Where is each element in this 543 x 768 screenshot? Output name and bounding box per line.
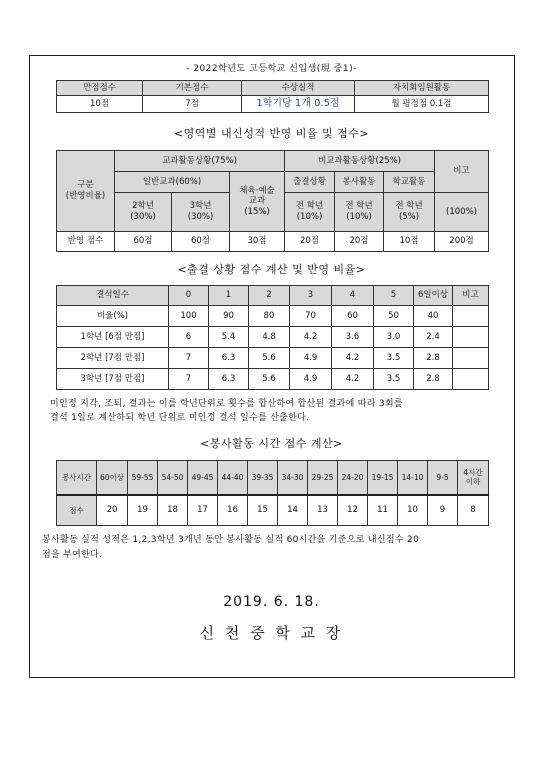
- header-absence-0: 0: [169, 286, 209, 306]
- cell: 7: [169, 348, 209, 369]
- cell: 100: [169, 306, 209, 327]
- hours-range: 59-55: [128, 461, 158, 495]
- hours-range: 9-5: [428, 461, 458, 495]
- header-volunteer-hours: 봉사시간: [57, 461, 97, 495]
- score-cell: 9: [428, 495, 458, 526]
- score-arts: 30점: [230, 232, 285, 252]
- value-awards: 1학기당 1개 0.5점: [242, 96, 355, 113]
- score-grade2: 60점: [115, 232, 172, 252]
- score-attendance: 20점: [285, 232, 335, 252]
- header-grade2: 2학년: [132, 201, 154, 212]
- cell: 3.5: [374, 348, 414, 369]
- score-cell: 15: [248, 495, 278, 526]
- score-school-activity: 10점: [384, 232, 435, 252]
- score-cell: 8: [458, 495, 489, 526]
- cell: [453, 327, 489, 348]
- cell: 5.4: [209, 327, 249, 348]
- cell: 3.5: [374, 369, 414, 390]
- row-label-score: 반영 점수: [57, 232, 115, 252]
- hours-range: 34-30: [278, 461, 308, 495]
- cell: 3.6: [332, 327, 374, 348]
- hours-range: 49-45: [188, 461, 218, 495]
- score-cell: 14: [278, 495, 308, 526]
- score-cell: 13: [308, 495, 338, 526]
- cell: 4.2: [332, 369, 374, 390]
- document-date: 2019. 6. 18.: [223, 594, 320, 610]
- cell: 6: [169, 327, 209, 348]
- scoring-summary-table: [56, 80, 489, 113]
- row-label: 3학년 [7점 만점]: [57, 369, 169, 390]
- header-all-grades-1-ratio: (10%): [296, 212, 323, 222]
- table-row: [57, 348, 489, 369]
- header-grade2-ratio: (30%): [130, 212, 156, 222]
- header-absence-4: 4: [332, 286, 374, 306]
- row-label: 2학년 [7점 만점]: [57, 348, 169, 369]
- score-cell: 11: [368, 495, 398, 526]
- header-attendance: 출결상황: [285, 172, 335, 193]
- volunteer-note-line1: 봉사활동 실적 성적은 1,2,3학년 3개년 동안 봉사활동 실적 60시간을 기준으로 내신점수 20: [42, 535, 420, 545]
- header-arts-ratio: (15%): [244, 206, 270, 217]
- value-max-score: 10점: [57, 96, 143, 113]
- section2-title: <출결 상황 점수 계산 및 반영 비율>: [177, 263, 366, 276]
- cell: [453, 306, 489, 327]
- header-all-grades-2-ratio: (10%): [346, 212, 372, 222]
- cell: 60: [332, 306, 374, 327]
- header-absence-6plus: 6일이상: [414, 286, 453, 306]
- header-volunteer: 봉사활동: [335, 172, 384, 193]
- document-subtitle: - 2022학년도 고등학교 신입생(現 중1)-: [186, 64, 357, 74]
- hours-range: 54-50: [158, 461, 188, 495]
- cell: 3.0: [374, 327, 414, 348]
- header-absence-days: 결석일수: [57, 286, 169, 306]
- cell: 80: [249, 306, 290, 327]
- cell: 50: [374, 306, 414, 327]
- header-curricular: 교과활동상황(75%): [115, 151, 285, 172]
- header-absence-3: 3: [290, 286, 332, 306]
- cell: 5.6: [249, 369, 290, 390]
- hours-range: 14-10: [398, 461, 428, 495]
- header-category: 구분: [77, 180, 94, 191]
- score-total: 200점: [435, 232, 489, 252]
- section1-title: <영역별 내신성적 반영 비율 및 점수>: [173, 127, 370, 140]
- hours-range: 60이상: [97, 461, 128, 495]
- principal-signature: 신 천 중 학 교 장: [199, 624, 344, 642]
- attendance-note-line1: 미인정 지각, 조퇴, 결과는 이를 학년단위로 횟수를 합산하여 합산된 결과에 따라 3회를: [50, 399, 403, 409]
- score-cell: 17: [188, 495, 218, 526]
- score-grade3: 60점: [172, 232, 230, 252]
- hours-range: 29-25: [308, 461, 338, 495]
- header-remark: 비고: [453, 286, 489, 306]
- cell: [453, 369, 489, 390]
- header-all-grades-1: 전 학년: [295, 201, 324, 212]
- hours-range: 44-40: [218, 461, 248, 495]
- table-row: [57, 495, 489, 526]
- cell: 7: [169, 369, 209, 390]
- value-base-score: 7점: [143, 96, 242, 113]
- header-arts: 체육·예술: [239, 185, 275, 196]
- volunteer-table: [56, 460, 489, 526]
- table-row: [57, 327, 489, 348]
- hours-range: 39-35: [248, 461, 278, 495]
- score-cell: 10: [398, 495, 428, 526]
- header-remark: 비고: [435, 151, 489, 193]
- header-grade3: 3학년: [189, 201, 212, 212]
- grade-reflection-table: [56, 150, 489, 252]
- header-category-ratio: (반영비율): [65, 191, 106, 201]
- score-volunteer: 20점: [335, 232, 384, 252]
- header-arts-2: 교과: [248, 196, 266, 207]
- header-base-score: 기본점수: [143, 81, 242, 96]
- cell: 40: [414, 306, 453, 327]
- volunteer-note-line2: 점을 부여한다.: [42, 550, 103, 560]
- cell: 4.2: [290, 327, 332, 348]
- header-absence-1: 1: [209, 286, 249, 306]
- score-cell: 18: [158, 495, 188, 526]
- header-total-ratio: (100%): [435, 193, 489, 232]
- hours-range-last-2: 이하: [465, 477, 481, 487]
- cell: 4.8: [249, 327, 290, 348]
- cell: 5.6: [249, 348, 290, 369]
- header-max-score: 만점점수: [57, 81, 143, 96]
- hours-range: 24-20: [338, 461, 368, 495]
- header-grade3-ratio: (30%): [187, 212, 214, 222]
- score-cell: 19: [128, 495, 158, 526]
- value-council: 월 평정점 0.1점: [355, 96, 489, 113]
- score-cell: 20: [97, 495, 128, 526]
- header-school-activity: 학교활동: [384, 172, 435, 193]
- header-all-grades-3: 전 학년: [395, 201, 423, 212]
- table-row: [57, 369, 489, 390]
- hours-range-last: 4시간: [463, 467, 483, 477]
- header-council: 자치회임원활동: [355, 81, 489, 96]
- cell: 4.9: [290, 348, 332, 369]
- header-extracurricular: 비교과활동상황(25%): [285, 151, 435, 172]
- header-all-grades-2: 전 학년: [345, 201, 373, 212]
- header-all-grades-3-ratio: (5%): [398, 212, 420, 222]
- row-label-score: 점수: [57, 495, 97, 526]
- cell: 2.8: [414, 348, 453, 369]
- cell: 6.3: [209, 369, 249, 390]
- cell: [453, 348, 489, 369]
- cell: 6.3: [209, 348, 249, 369]
- header-general-subjects: 일반교과(60%): [115, 172, 230, 193]
- hours-range: 19-15: [368, 461, 398, 495]
- header-absence-5: 5: [374, 286, 414, 306]
- row-label: 비율(%): [57, 306, 169, 327]
- row-label: 1학년 [6점 만점]: [57, 327, 169, 348]
- attendance-table: [56, 285, 489, 390]
- score-cell: 16: [218, 495, 248, 526]
- header-absence-2: 2: [249, 286, 290, 306]
- cell: 70: [290, 306, 332, 327]
- cell: 4.2: [332, 348, 374, 369]
- cell: 4.9: [290, 369, 332, 390]
- cell: 2.4: [414, 327, 453, 348]
- table-row: [57, 306, 489, 327]
- cell: 90: [209, 306, 249, 327]
- cell: 2.8: [414, 369, 453, 390]
- score-cell: 12: [338, 495, 368, 526]
- section3-title: <봉사활동 시간 점수 계산>: [200, 437, 343, 450]
- header-awards: 수상실적: [242, 81, 355, 96]
- attendance-note-line2: 결석 1일로 계산하되 학년 단위로 미인정 결석 일수를 산출한다.: [50, 413, 310, 423]
